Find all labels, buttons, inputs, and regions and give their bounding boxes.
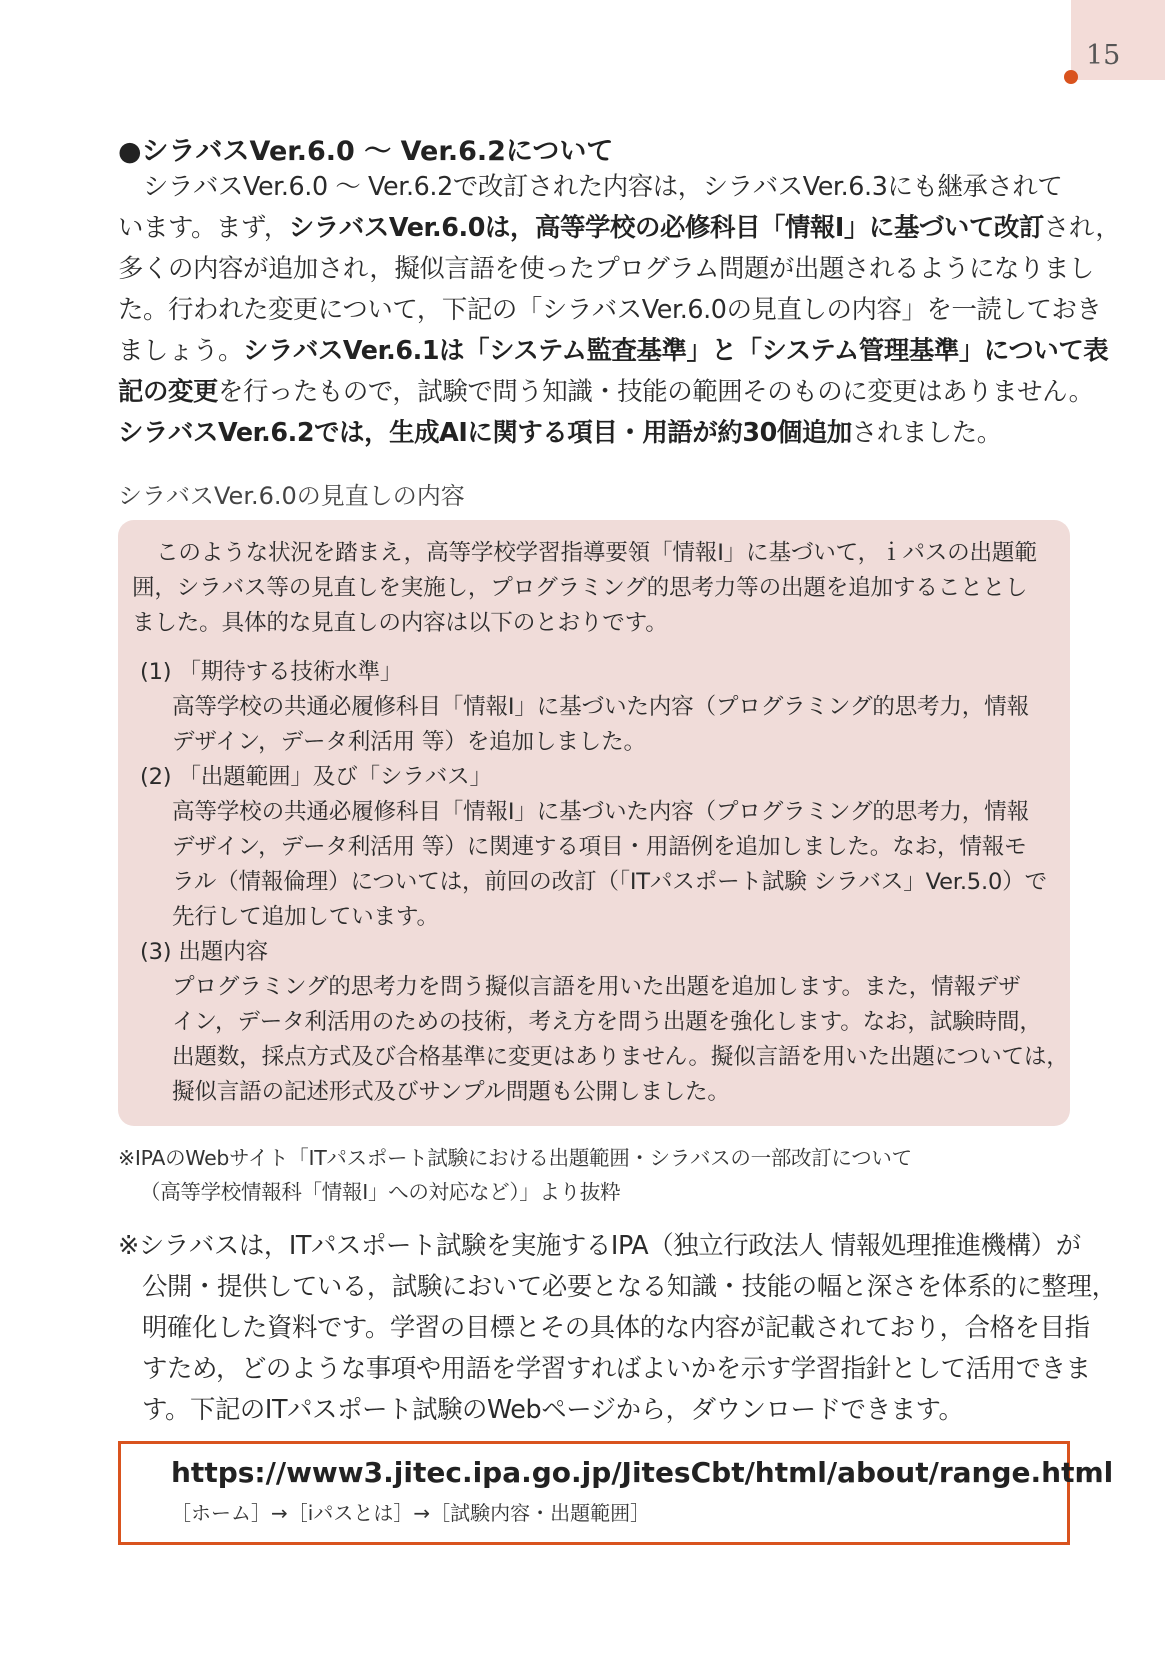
quote-item-line: イン，データ利活用のための技術，考え方を問う出題を強化します。なお，試験時間，	[172, 1009, 1042, 1035]
quote-box	[118, 520, 1070, 1126]
note-line: ※シラバスは，ITパスポート試験を実施するIPA（独立行政法人 情報処理推進機構）が	[118, 1230, 1081, 1260]
quote-intro-line: このような状況を踏まえ，高等学校学習指導要領「情報Ⅰ」に基づいて，ｉパスの出題範	[156, 540, 1037, 566]
para-line: シラバスVer.6.0 ～ Ver.6.2で改訂された内容は，シラバスVer.6.3にも継承されて	[118, 171, 1063, 201]
syllabus-note	[118, 1225, 1117, 1430]
page-number: 15	[1086, 40, 1121, 71]
source-note	[118, 1141, 912, 1209]
para-line: シラバスVer.6.2では，生成AIに関する項目・用語が約30個追加されました。	[118, 417, 1002, 447]
note-line: 明確化した資料です。学習の目標とその具体的な内容が記載されており，合格を目指	[142, 1312, 1090, 1342]
para-line: 多くの内容が追加され，擬似言語を使ったプログラム問題が出題されるようになりまし	[118, 253, 1094, 283]
quote-item-line: 先行して追加しています。	[172, 904, 439, 930]
source-line: ※IPAのWebサイト「ITパスポート試験における出題範囲・シラバスの一部改訂について	[118, 1146, 912, 1170]
note-line: 公開・提供している，試験において必要となる知識・技能の幅と深さを体系的に整理，	[142, 1271, 1117, 1301]
note-line: す。下記のITパスポート試験のWebページから，ダウンロードできます。	[142, 1394, 964, 1424]
quote-item-title: (1) 「期待する技術水準」	[140, 659, 403, 685]
quote-item-title: (3) 出題内容	[140, 939, 268, 965]
para-line: 記の変更を行ったもので，試験で問う知識・技能の範囲そのものに変更はありません。	[118, 376, 1094, 406]
para-line: た。行われた変更について，下記の「シラバスVer.6.0の見直しの内容」を一読しておき	[118, 294, 1102, 324]
quote-item-line: プログラミング的思考力を問う擬似言語を用いた出題を追加します。また，情報デザ	[172, 974, 1021, 1000]
quote-item-line: 擬似言語の記述形式及びサンプル問題も公開しました。	[172, 1079, 730, 1105]
quote-item-line: デザイン，データ利活用 等）を追加しました。	[172, 729, 646, 755]
url-breadcrumb: ［ホーム］→［iパスとは］→［試験内容・出題範囲］	[171, 1501, 651, 1525]
source-line: （高等学校情報科「情報Ⅰ」への対応など）」より抜粋	[140, 1180, 621, 1204]
quote-item-line: 高等学校の共通必履修科目「情報Ⅰ」に基づいた内容（プログラミング的思考力，情報	[172, 799, 1029, 825]
quote-item-line: ラル（情報倫理）については，前回の改訂（「ITパスポート試験 シラバス」Ver.5.0）で	[172, 869, 1047, 895]
note-line: すため，どのような事項や用語を学習すればよいかを示す学習指針として活用できま	[142, 1353, 1091, 1383]
section-heading: ●シラバスVer.6.0 ～ Ver.6.2について	[118, 136, 614, 167]
quote-item-line: 出題数，採点方式及び合格基準に変更はありません。擬似言語を用いた出題については，	[172, 1044, 1069, 1070]
quote-item-title: (2) 「出題範囲」及び「シラバス」	[140, 764, 492, 790]
quote-item-line: 高等学校の共通必履修科目「情報Ⅰ」に基づいた内容（プログラミング的思考力，情報	[172, 694, 1029, 720]
quote-intro-line: 囲，シラバス等の見直しを実施し，プログラミング的思考力等の出題を追加することとし	[132, 575, 1028, 601]
page-marker-dot	[1064, 70, 1078, 84]
intro-paragraph	[118, 166, 1121, 453]
para-line: います。まず，シラバスVer.6.0は，高等学校の必修科目「情報Ⅰ」に基づいて改訂され，	[118, 212, 1121, 242]
url-box	[118, 1441, 1114, 1545]
syllabus-url-link[interactable]: https://www3.jitec.ipa.go.jp/JitesCbt/html/about/range.html	[171, 1456, 1114, 1489]
quote-item-line: デザイン，データ利活用 等）に関連する項目・用語例を追加しました。なお，情報モ	[172, 834, 1027, 860]
quote-intro-line: ました。具体的な見直しの内容は以下のとおりです。	[132, 610, 668, 636]
quote-caption: シラバスVer.6.0の見直しの内容	[118, 482, 465, 510]
para-line: ましょう。シラバスVer.6.1は「システム監査基準」と「システム管理基準」について表	[118, 335, 1109, 365]
